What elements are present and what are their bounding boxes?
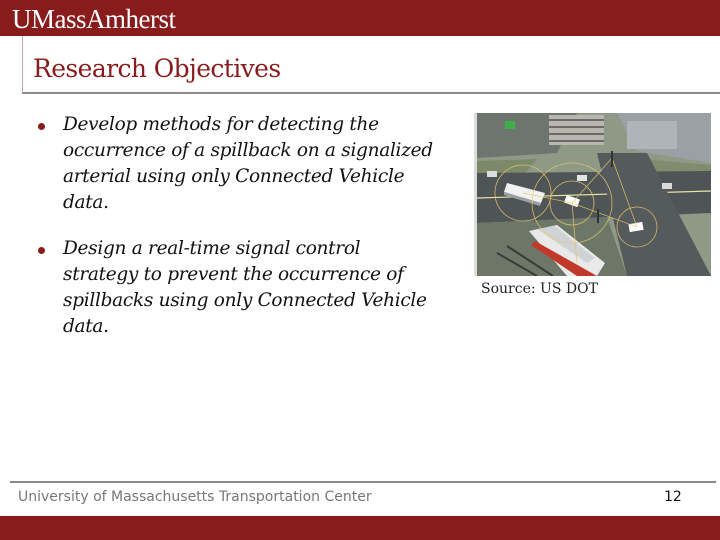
bullet-list (38, 112, 438, 360)
bottom-bar (0, 516, 720, 540)
bullet-item (38, 236, 438, 340)
bullet-text: Develop methods for detecting the occurrence of a spillback on a signalized arterial using only Connected Vehicle data. (63, 114, 433, 213)
bullet-icon (38, 247, 45, 254)
footer-divider (10, 481, 716, 483)
image-caption: Source: US DOT (481, 281, 598, 297)
bullet-icon (38, 123, 45, 130)
header-bar (0, 0, 720, 36)
connected-vehicle-illustration-svg (477, 113, 711, 276)
title-area (22, 36, 720, 94)
umass-amherst-logo: UMassAmherst (12, 4, 176, 34)
connected-vehicle-illustration (474, 113, 711, 276)
footer-organization: University of Massachusetts Transportation Center (18, 489, 372, 505)
slide-title: Research Objectives (33, 54, 281, 83)
bullet-item (38, 112, 438, 216)
page-number: 12 (664, 489, 682, 505)
bullet-text: Design a real-time signal control strategy to prevent the occurrence of spillbacks using only Connected Vehicle data. (63, 238, 427, 337)
